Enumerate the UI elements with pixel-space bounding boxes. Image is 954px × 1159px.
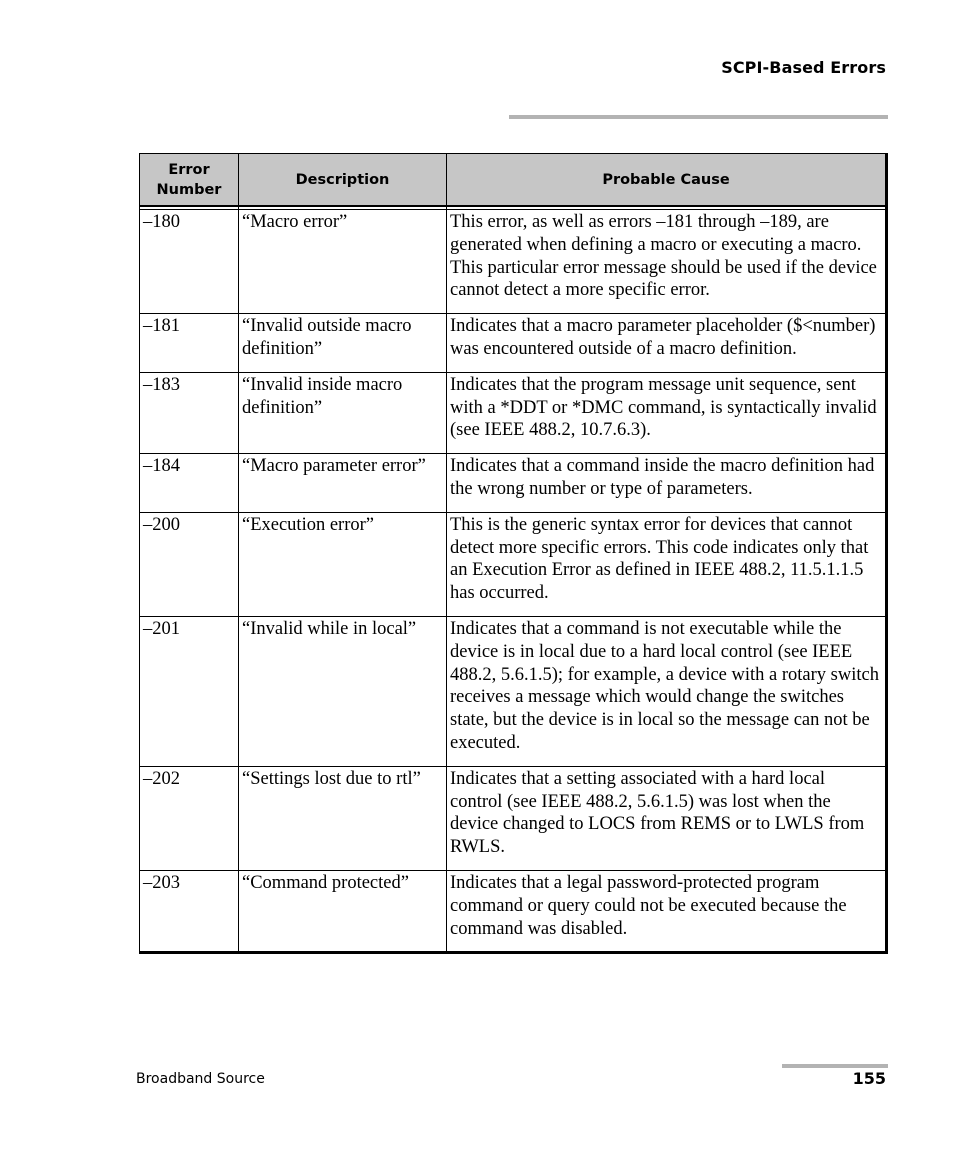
table-row — [139, 871, 885, 951]
probable-cause-cell: Indicates that a command inside the macro definition had the wrong number or type of parameters. — [446, 454, 885, 513]
table-header-row — [139, 153, 885, 207]
column-header-error-number — [139, 153, 238, 207]
error-number-cell: –201 — [139, 617, 238, 767]
page-header-title: SCPI-Based Errors — [721, 58, 886, 77]
error-table — [139, 153, 888, 954]
probable-cause-cell: This is the generic syntax error for devices that cannot detect more specific errors. This code indicates only that an Execution Error as defined in IEEE 488.2, 11.5.1.1.5 has occurred. — [446, 513, 885, 617]
error-number-cell: –183 — [139, 373, 238, 454]
description-cell: “Invalid while in local” — [238, 617, 446, 767]
description-cell: “Settings lost due to rtl” — [238, 767, 446, 871]
page-number: 155 — [852, 1069, 886, 1088]
probable-cause-cell: Indicates that a command is not executable while the device is in local due to a hard local control (see IEEE 488.2, 5.6.1.5); for example, a device with a rotary switch receives a message which would change the switches state, but the device is in local so the message can not be executed. — [446, 617, 885, 767]
column-header-description — [238, 153, 446, 207]
description-cell: “Macro parameter error” — [238, 454, 446, 513]
table-row — [139, 767, 885, 871]
description-cell: “Macro error” — [238, 210, 446, 314]
error-number-cell: –202 — [139, 767, 238, 871]
column-header-label: Description — [295, 171, 390, 188]
column-header-probable-cause — [446, 153, 885, 207]
error-number-cell: –184 — [139, 454, 238, 513]
error-number-cell: –200 — [139, 513, 238, 617]
table-row — [139, 617, 885, 767]
error-number-cell: –181 — [139, 314, 238, 373]
description-cell: “Invalid outside macro definition” — [238, 314, 446, 373]
table-row — [139, 314, 885, 373]
table-row — [139, 210, 885, 314]
description-cell: “Invalid inside macro definition” — [238, 373, 446, 454]
probable-cause-cell: This error, as well as errors –181 through –189, are generated when defining a macro or executing a macro. This particular error message should be used if the device cannot detect a more specific error. — [446, 210, 885, 314]
description-cell: “Execution error” — [238, 513, 446, 617]
error-number-cell: –180 — [139, 210, 238, 314]
column-header-label: Error Number — [156, 161, 222, 198]
table-row — [139, 373, 885, 454]
table-row — [139, 454, 885, 513]
header-rule — [509, 115, 888, 119]
error-number-cell: –203 — [139, 871, 238, 951]
probable-cause-cell: Indicates that a legal password-protected program command or query could not be executed because the command was disabled. — [446, 871, 885, 951]
column-header-label: Probable Cause — [602, 171, 730, 188]
probable-cause-cell: Indicates that a setting associated with a hard local control (see IEEE 488.2, 5.6.1.5) was lost when the device changed to LOCS from REMS or to LWLS from RWLS. — [446, 767, 885, 871]
footer-product-name: Broadband Source — [136, 1071, 265, 1087]
description-cell: “Command protected” — [238, 871, 446, 951]
table-row — [139, 513, 885, 617]
footer-rule — [782, 1064, 888, 1068]
probable-cause-cell: Indicates that the program message unit sequence, sent with a *DDT or *DMC command, is syntactically invalid (see IEEE 488.2, 10.7.6.3). — [446, 373, 885, 454]
probable-cause-cell: Indicates that a macro parameter placeholder ($<number) was encountered outside of a macro definition. — [446, 314, 885, 373]
